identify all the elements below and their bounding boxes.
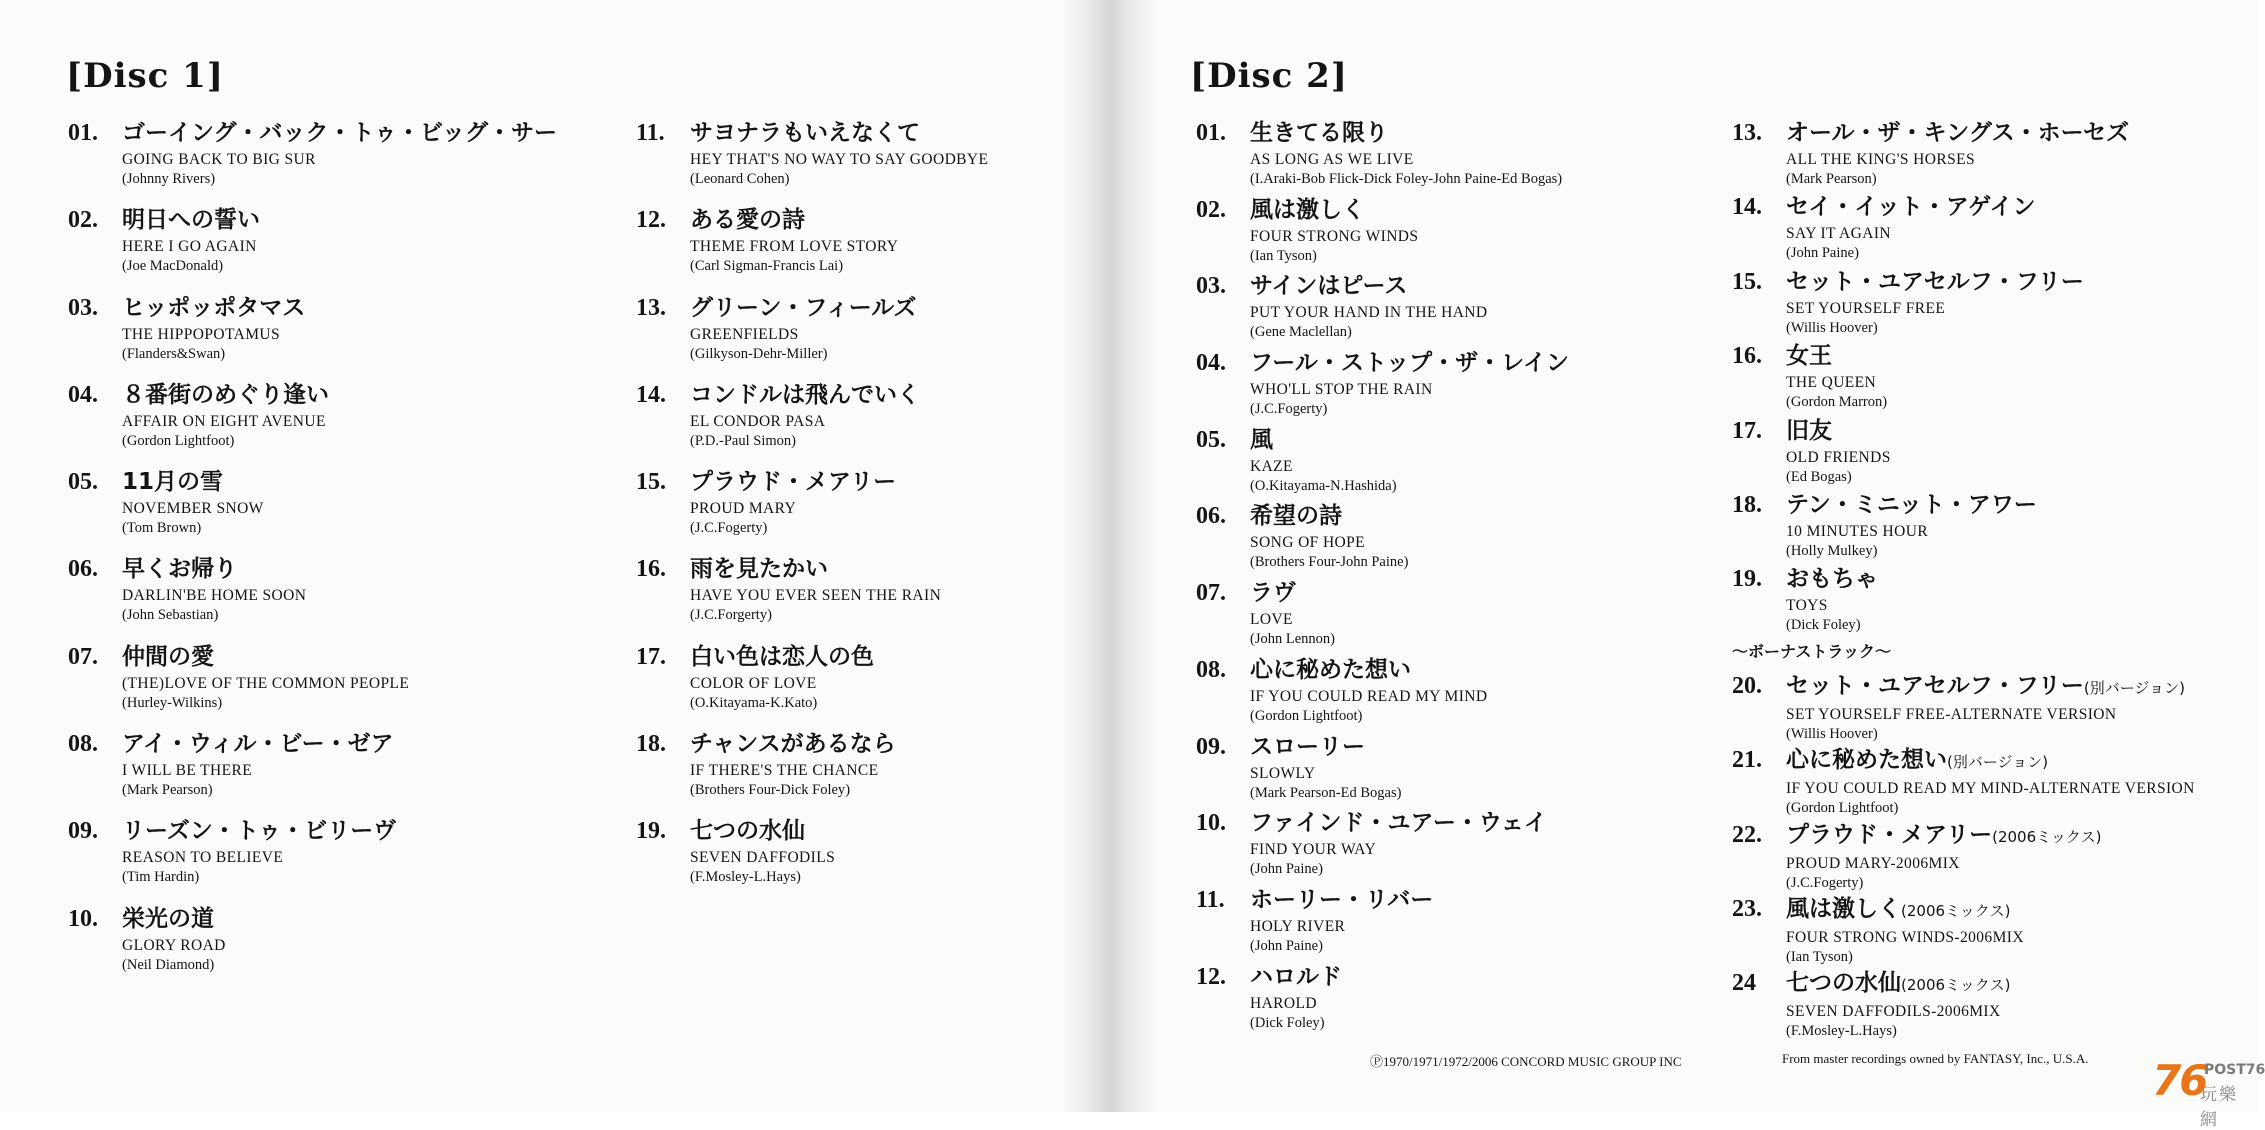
track-number: 02. bbox=[1196, 196, 1226, 223]
track-credit: ( Mark Pearson ) bbox=[122, 780, 557, 800]
track-entry bbox=[636, 203, 988, 290]
track-title-en: FIND YOUR WAY bbox=[1250, 841, 1377, 859]
track-title-en: THEME FROM LOVE STORY bbox=[690, 238, 899, 256]
track-credit: ( Gene Maclellan ) bbox=[1250, 322, 1569, 342]
track-title-en: PROUD MARY-2006MIX bbox=[1786, 854, 1960, 872]
track-title-en: KAZE bbox=[1250, 457, 1293, 475]
track-title-jp-line bbox=[1250, 116, 1569, 150]
track-title-jp-line bbox=[690, 203, 988, 237]
track-title-en: FOUR STRONG WINDS bbox=[1250, 227, 1419, 245]
track-entry bbox=[1732, 339, 2195, 413]
track-title-jp: グリーン・フィールズ bbox=[690, 294, 917, 321]
track-title-jp: チャンスがあるなら bbox=[690, 731, 896, 758]
track-entry bbox=[1732, 562, 2195, 636]
track-title-jp: ラヴ bbox=[1250, 580, 1296, 607]
disc2-title: [Disc 2] bbox=[1190, 56, 1348, 96]
track-number: 05. bbox=[1196, 426, 1226, 453]
track-number: 11. bbox=[1196, 886, 1225, 913]
disc2-bonus-tracks bbox=[1732, 669, 2195, 1041]
track-title-jp-line bbox=[1786, 414, 2195, 448]
track-credit: ( J.C.Forgerty ) bbox=[690, 605, 988, 625]
track-title-en: THE QUEEN bbox=[1786, 374, 1877, 392]
track-title-jp-line bbox=[1786, 743, 2195, 779]
track-title-jp-line bbox=[1786, 265, 2195, 299]
track-title-jp-line bbox=[122, 378, 557, 412]
track-credit: ( Flanders&Swan ) bbox=[122, 344, 557, 364]
watermark-post: POST76 bbox=[2204, 1062, 2265, 1078]
track-credit: ( Brothers Four-Dick Foley ) bbox=[690, 780, 988, 800]
track-title-jp: アイ・ウィル・ビー・ゼア bbox=[122, 731, 394, 758]
track-title-en: SAY IT AGAIN bbox=[1786, 225, 1891, 243]
post76-watermark-logo bbox=[2152, 1056, 2265, 1130]
track-title-jp: 早くお帰り bbox=[122, 556, 237, 583]
track-title-jp-line bbox=[690, 727, 988, 761]
track-title-en: OLD FRIENDS bbox=[1786, 448, 1891, 466]
track-number: 24 bbox=[1732, 970, 1756, 997]
track-number: 17. bbox=[636, 643, 666, 670]
track-title-en: SEVEN DAFFODILS-2006MIX bbox=[1786, 1003, 2001, 1021]
track-title-jp: テン・ミニット・アワー bbox=[1786, 491, 2037, 518]
track-title-jp-line bbox=[1250, 883, 1569, 917]
track-entry bbox=[1732, 669, 2195, 743]
watermark-chinese: 玩樂網 bbox=[2200, 1085, 2238, 1130]
track-credit: ( Ian Tyson ) bbox=[1250, 246, 1569, 266]
track-number: 07. bbox=[1196, 580, 1226, 607]
disc2-tracklist-col2 bbox=[1732, 116, 2195, 1041]
track-title-jp-line bbox=[1250, 730, 1569, 764]
track-credit: ( Johnny Rivers ) bbox=[122, 169, 557, 189]
track-title-jp: 心に秘めた想い bbox=[1250, 656, 1411, 683]
track-credit: ( Carl Sigman-Francis Lai ) bbox=[690, 256, 988, 276]
track-title-jp: 女王 bbox=[1786, 343, 1832, 370]
track-title-jp: セット・ユアセルフ・フリー bbox=[1786, 268, 2084, 295]
track-entry bbox=[636, 291, 988, 378]
track-number: 13. bbox=[1732, 120, 1762, 146]
track-title-jp: 希望の詩 bbox=[1250, 503, 1342, 530]
track-entry bbox=[1732, 966, 2195, 1040]
track-title-en: (THE)LOVE OF THE COMMON PEOPLE bbox=[122, 674, 410, 692]
track-title-jp-line bbox=[690, 291, 988, 325]
track-title-jp-line bbox=[122, 727, 557, 761]
track-entry bbox=[1196, 806, 1569, 883]
track-title-jp-line bbox=[122, 465, 557, 499]
track-credit: ( Dick Foley ) bbox=[1250, 1013, 1569, 1033]
track-credit: ( Tim Hardin ) bbox=[122, 867, 557, 887]
track-number: 05. bbox=[68, 469, 98, 496]
track-number: 08. bbox=[68, 731, 98, 758]
track-entry bbox=[1732, 414, 2195, 488]
page-gutter bbox=[1060, 0, 1160, 1112]
track-title-jp: ゴーイング・バック・トゥ・ビッグ・サー bbox=[122, 120, 558, 146]
track-title-en: IF YOU COULD READ MY MIND-ALTERNATE VERSION bbox=[1786, 780, 2195, 798]
track-title-jp-line bbox=[1786, 488, 2195, 522]
track-title-jp-line bbox=[122, 640, 557, 674]
track-credit: ( John Paine ) bbox=[1250, 936, 1569, 956]
track-title-jp-line bbox=[1786, 190, 2195, 224]
track-version-note: (2006ミックス) bbox=[1901, 976, 2011, 995]
disc1-tracklist-col2 bbox=[636, 116, 988, 902]
track-title-jp-line bbox=[1786, 818, 2195, 854]
track-title-jp-line bbox=[1786, 892, 2195, 928]
track-credit: ( Gordon Lightfoot ) bbox=[122, 431, 557, 451]
track-title-jp: 11月の雪 bbox=[122, 469, 224, 496]
track-credit: ( John Sebastian ) bbox=[122, 605, 557, 625]
track-entry bbox=[1196, 730, 1569, 807]
track-number: 01. bbox=[68, 120, 98, 146]
track-number: 10. bbox=[68, 905, 98, 932]
track-title-jp-line bbox=[122, 902, 557, 936]
track-entry bbox=[68, 465, 557, 552]
track-title-jp-line bbox=[690, 640, 988, 674]
track-title-en: PUT YOUR HAND IN THE HAND bbox=[1250, 304, 1488, 322]
track-title-en: COLOR OF LOVE bbox=[690, 674, 817, 692]
track-number: 09. bbox=[1196, 733, 1226, 760]
track-number: 16. bbox=[1732, 343, 1762, 370]
track-credit: ( F.Mosley-L.Hays ) bbox=[1786, 1021, 2195, 1041]
track-version-note: (別バージョン) bbox=[1947, 753, 2049, 772]
track-title-jp-line bbox=[1250, 193, 1569, 227]
track-title-en: EL CONDOR PASA bbox=[690, 412, 826, 430]
track-credit: ( Ian Tyson ) bbox=[1786, 947, 2195, 967]
track-title-jp-line bbox=[1786, 339, 2195, 373]
disc2-tracklist-col1 bbox=[1196, 116, 1569, 1036]
track-title-jp: 生きてる限り bbox=[1250, 120, 1388, 146]
track-title-jp: サヨナラもいえなくて bbox=[690, 120, 920, 146]
track-number: 02. bbox=[68, 207, 98, 234]
track-entry bbox=[68, 116, 557, 203]
track-title-jp: 風は激しく bbox=[1786, 895, 1901, 922]
track-title-jp: 白い色は恋人の色 bbox=[690, 643, 874, 670]
track-entry bbox=[1196, 576, 1569, 653]
track-credit: ( Joe MacDonald ) bbox=[122, 256, 557, 276]
track-number: 07. bbox=[68, 643, 98, 670]
track-title-jp-line bbox=[690, 465, 988, 499]
track-title-jp: 心に秘めた想い bbox=[1786, 747, 1947, 774]
track-title-en: SONG OF HOPE bbox=[1250, 534, 1366, 552]
track-title-en: HAROLD bbox=[1250, 994, 1317, 1012]
track-title-en: GOING BACK TO BIG SUR bbox=[122, 151, 316, 168]
track-title-jp-line bbox=[1250, 269, 1569, 303]
track-number: 19. bbox=[1732, 566, 1762, 593]
track-title-jp: 仲間の愛 bbox=[122, 643, 214, 670]
track-title-jp-line bbox=[122, 291, 557, 325]
track-version-note: (別バージョン) bbox=[2083, 678, 2185, 697]
track-number: 14. bbox=[636, 381, 666, 408]
track-number: 01. bbox=[1196, 120, 1226, 146]
track-entry bbox=[1196, 116, 1569, 193]
track-entry bbox=[1196, 883, 1569, 960]
track-entry bbox=[68, 291, 557, 378]
track-credit: ( J.C.Fogerty ) bbox=[1786, 873, 2195, 893]
track-number: 17. bbox=[1732, 417, 1762, 444]
track-title-jp-line bbox=[1786, 562, 2195, 596]
track-title-jp-line bbox=[1786, 966, 2195, 1002]
disc2-main-tracks bbox=[1732, 116, 2195, 637]
master-recordings-notice: From master recordings owned by FANTASY, Inc., U.S.A. bbox=[1782, 1051, 2089, 1066]
track-credit: ( John Lennon ) bbox=[1250, 629, 1569, 649]
track-entry bbox=[68, 203, 557, 290]
track-title-jp: プラウド・メアリー bbox=[690, 469, 897, 496]
track-title-jp: 七つの水仙 bbox=[690, 818, 805, 845]
track-title-jp: ヒッポッポタマス bbox=[122, 294, 306, 321]
track-number: 09. bbox=[68, 818, 98, 845]
track-title-jp: ハロルド bbox=[1250, 963, 1342, 990]
track-credit: ( Gilkyson-Dehr-Miller ) bbox=[690, 344, 988, 364]
track-entry bbox=[1196, 346, 1569, 423]
track-entry bbox=[636, 116, 988, 203]
track-title-en: THE HIPPOPOTAMUS bbox=[122, 325, 281, 343]
track-entry bbox=[1732, 743, 2195, 817]
track-number: 15. bbox=[1732, 268, 1762, 295]
track-title-en: 10 MINUTES HOUR bbox=[1786, 522, 1929, 540]
track-entry bbox=[1196, 960, 1569, 1037]
track-number: 10. bbox=[1196, 810, 1226, 837]
track-entry bbox=[636, 378, 988, 465]
track-number: 23. bbox=[1732, 895, 1762, 922]
track-title-jp: コンドルは飛んでいく bbox=[690, 381, 920, 408]
track-number: 15. bbox=[636, 469, 666, 496]
track-entry bbox=[1732, 265, 2195, 339]
track-credit: ( F.Mosley-L.Hays ) bbox=[690, 867, 988, 887]
track-title-jp-line bbox=[122, 814, 557, 848]
track-credit: ( O.Kitayama-N.Hashida ) bbox=[1250, 476, 1569, 496]
track-title-jp-line bbox=[1250, 653, 1569, 687]
track-title-en: LOVE bbox=[1250, 611, 1293, 629]
track-title-jp: ファインド・ユアー・ウェイ bbox=[1250, 810, 1547, 837]
track-title-jp-line bbox=[1786, 116, 2195, 150]
track-title-jp: フール・ストップ・ザ・レイン bbox=[1250, 350, 1570, 377]
track-number: 12. bbox=[636, 207, 666, 234]
track-title-en: IF YOU COULD READ MY MIND bbox=[1250, 687, 1488, 705]
track-title-jp: プラウド・メアリー bbox=[1786, 821, 1993, 848]
track-title-jp: スローリー bbox=[1250, 733, 1365, 760]
track-credit: ( Mark Pearson ) bbox=[1786, 169, 2195, 189]
track-credit: ( I.Araki-Bob Flick-Dick Foley-John Paine-Ed Bogas ) bbox=[1250, 169, 1569, 189]
track-title-en: REASON TO BELIEVE bbox=[122, 849, 284, 867]
track-credit: ( Hurley-Wilkins ) bbox=[122, 693, 557, 713]
track-title-en: WHO'LL STOP THE RAIN bbox=[1250, 381, 1433, 399]
track-number: 13. bbox=[636, 294, 666, 321]
track-entry bbox=[636, 640, 988, 727]
track-entry bbox=[1732, 818, 2195, 892]
track-title-en: HOLY RIVER bbox=[1250, 917, 1346, 935]
track-title-jp-line bbox=[690, 552, 988, 586]
track-title-jp-line bbox=[1250, 806, 1569, 840]
track-entry bbox=[1732, 488, 2195, 562]
track-credit: ( P.D.-Paul Simon ) bbox=[690, 431, 988, 451]
track-title-jp: セイ・イット・アゲイン bbox=[1786, 194, 2036, 221]
track-title-en: DARLIN'BE HOME SOON bbox=[122, 587, 307, 605]
track-credit: ( Brothers Four-John Paine ) bbox=[1250, 552, 1569, 572]
copyright-notice: Ⓟ1970/1971/1972/2006 CONCORD MUSIC GROUP INC bbox=[1370, 1054, 1682, 1069]
track-credit: ( J.C.Fogerty ) bbox=[690, 518, 988, 538]
track-number: 22. bbox=[1732, 821, 1762, 848]
track-title-en: HAVE YOU EVER SEEN THE RAIN bbox=[690, 587, 942, 605]
track-number: 03. bbox=[68, 294, 98, 321]
track-title-jp: おもちゃ bbox=[1786, 566, 1878, 593]
track-credit: ( J.C.Fogerty ) bbox=[1250, 399, 1569, 419]
track-entry bbox=[68, 552, 557, 639]
track-number: 08. bbox=[1196, 656, 1226, 683]
track-entry bbox=[68, 640, 557, 727]
track-title-en: SLOWLY bbox=[1250, 764, 1316, 782]
track-number: 16. bbox=[636, 556, 666, 583]
track-entry bbox=[1732, 190, 2195, 264]
track-title-jp: サインはピース bbox=[1250, 273, 1408, 300]
track-title-jp-line bbox=[690, 116, 988, 150]
track-entry bbox=[68, 902, 557, 989]
track-credit: ( John Paine ) bbox=[1786, 243, 2195, 263]
track-title-en: SEVEN DAFFODILS bbox=[690, 849, 836, 867]
track-title-jp: 栄光の道 bbox=[122, 905, 214, 932]
track-version-note: (2006ミックス) bbox=[1992, 827, 2102, 846]
track-title-jp-line bbox=[690, 814, 988, 848]
track-title-jp-line bbox=[122, 552, 557, 586]
track-credit: ( Gordon Marron ) bbox=[1786, 392, 2195, 412]
track-credit: ( Tom Brown ) bbox=[122, 518, 557, 538]
track-credit: ( Holly Mulkey ) bbox=[1786, 541, 2195, 561]
track-entry bbox=[68, 378, 557, 465]
track-credit: ( Willis Hoover ) bbox=[1786, 724, 2195, 744]
track-title-jp: オール・ザ・キングス・ホーセズ bbox=[1786, 120, 2130, 146]
track-entry bbox=[636, 727, 988, 814]
track-title-jp: 風 bbox=[1250, 426, 1273, 453]
track-credit: ( Dick Foley ) bbox=[1786, 615, 2195, 635]
track-entry bbox=[636, 465, 988, 552]
track-number: 03. bbox=[1196, 273, 1226, 300]
track-entry bbox=[1196, 269, 1569, 346]
track-title-en: PROUD MARY bbox=[690, 500, 797, 518]
track-title-en: GREENFIELDS bbox=[690, 325, 799, 343]
track-title-jp-line bbox=[122, 116, 557, 150]
track-title-jp: ホーリー・リバー bbox=[1250, 886, 1434, 913]
track-title-jp-line bbox=[122, 203, 557, 237]
track-number: 04. bbox=[68, 381, 98, 408]
track-title-jp: 七つの水仙 bbox=[1786, 970, 1901, 997]
track-number: 06. bbox=[1196, 503, 1226, 530]
track-title-en: IF THERE'S THE CHANCE bbox=[690, 762, 879, 780]
track-title-en: GLORY ROAD bbox=[122, 936, 226, 954]
track-title-jp: リーズン・トゥ・ビリーヴ bbox=[122, 818, 397, 845]
disc1-tracklist-col1 bbox=[68, 116, 557, 989]
track-credit: ( Willis Hoover ) bbox=[1786, 318, 2195, 338]
track-number: 12. bbox=[1196, 963, 1226, 990]
track-entry bbox=[1196, 193, 1569, 270]
track-credit: ( Neil Diamond ) bbox=[122, 955, 557, 975]
track-entry bbox=[1196, 653, 1569, 730]
track-title-en: SET YOURSELF FREE bbox=[1786, 299, 1946, 317]
track-number: 06. bbox=[68, 556, 98, 583]
track-credit: ( Gordon Lightfoot ) bbox=[1786, 798, 2195, 818]
track-title-en: HERE I GO AGAIN bbox=[122, 238, 257, 256]
watermark-number: 76 bbox=[2152, 1056, 2207, 1105]
track-entry bbox=[1732, 116, 2195, 190]
track-entry bbox=[1196, 499, 1569, 576]
track-entry bbox=[1732, 892, 2195, 966]
disc1-title: [Disc 1] bbox=[66, 56, 224, 96]
track-number: 20. bbox=[1732, 672, 1762, 699]
track-credit: ( Mark Pearson-Ed Bogas ) bbox=[1250, 783, 1569, 803]
track-title-jp-line bbox=[1250, 960, 1569, 994]
track-number: 04. bbox=[1196, 350, 1226, 377]
track-title-jp: 旧友 bbox=[1786, 417, 1832, 444]
track-title-jp-line bbox=[1250, 346, 1569, 380]
track-credit: ( Gordon Lightfoot ) bbox=[1250, 706, 1569, 726]
track-title-en: HEY THAT'S NO WAY TO SAY GOODBYE bbox=[690, 151, 989, 168]
track-title-jp: 雨を見たかい bbox=[690, 556, 828, 583]
track-entry bbox=[1196, 423, 1569, 500]
track-number: 21. bbox=[1732, 747, 1762, 774]
track-version-note: (2006ミックス) bbox=[1901, 901, 2011, 920]
track-title-jp-line bbox=[1250, 576, 1569, 610]
track-title-jp: ８番街のめぐり逢い bbox=[122, 381, 329, 408]
track-title-en: NOVEMBER SNOW bbox=[122, 500, 264, 518]
track-entry bbox=[68, 814, 557, 901]
track-number: 19. bbox=[636, 818, 666, 845]
track-title-en: TOYS bbox=[1786, 597, 1828, 615]
track-title-jp: ある愛の詩 bbox=[690, 207, 805, 234]
track-entry bbox=[636, 814, 988, 901]
track-number: 18. bbox=[1732, 491, 1762, 518]
track-title-en: I WILL BE THERE bbox=[122, 762, 253, 780]
track-entry bbox=[68, 727, 557, 814]
track-title-jp: セット・ユアセルフ・フリー bbox=[1786, 672, 2084, 699]
track-number: 11. bbox=[636, 120, 665, 146]
track-title-en: ALL THE KING'S HORSES bbox=[1786, 151, 1976, 168]
track-title-jp-line bbox=[1250, 423, 1569, 457]
track-title-en: AFFAIR ON EIGHT AVENUE bbox=[122, 412, 326, 430]
track-title-en: SET YOURSELF FREE-ALTERNATE VERSION bbox=[1786, 705, 2117, 723]
bonus-track-header: 〜ボーナストラック〜 bbox=[1732, 641, 1892, 661]
track-number: 14. bbox=[1732, 194, 1762, 221]
track-title-en: FOUR STRONG WINDS-2006MIX bbox=[1786, 928, 2024, 946]
track-title-jp-line bbox=[1786, 669, 2195, 705]
track-number: 18. bbox=[636, 731, 666, 758]
track-title-jp: 明日への誓い bbox=[122, 207, 260, 234]
track-title-jp: 風は激しく bbox=[1250, 196, 1365, 223]
track-entry bbox=[636, 552, 988, 639]
track-credit: ( O.Kitayama-K.Kato ) bbox=[690, 693, 988, 713]
track-title-en: AS LONG AS WE LIVE bbox=[1250, 151, 1414, 168]
track-title-jp-line bbox=[1250, 499, 1569, 533]
track-credit: ( Leonard Cohen ) bbox=[690, 169, 988, 189]
track-credit: ( John Paine ) bbox=[1250, 859, 1569, 879]
track-title-jp-line bbox=[690, 378, 988, 412]
track-credit: ( Ed Bogas ) bbox=[1786, 467, 2195, 487]
